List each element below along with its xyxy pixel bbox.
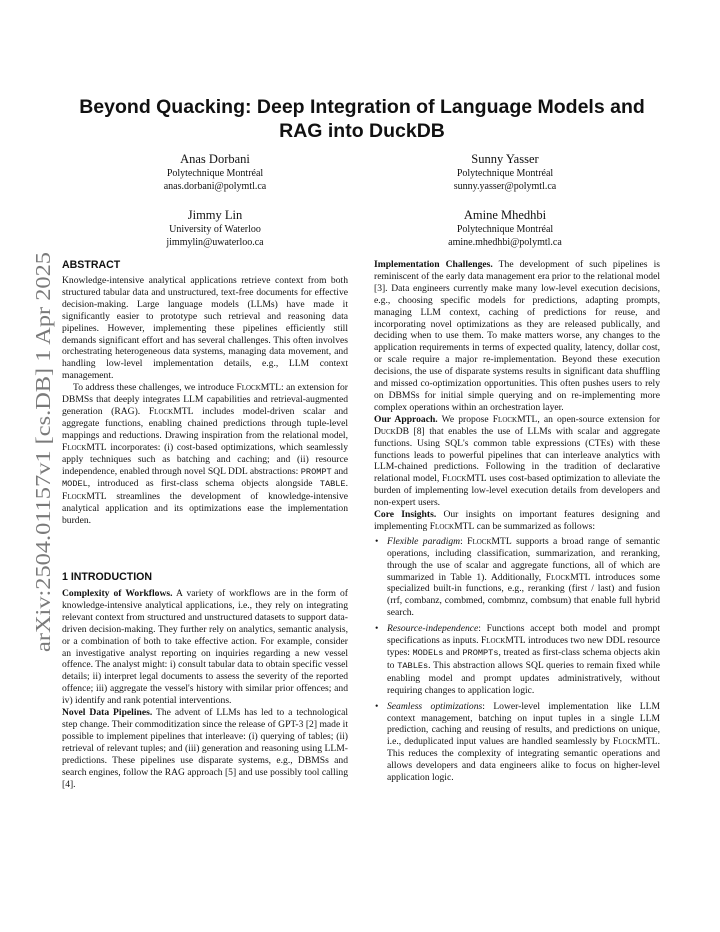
left-column <box>62 259 348 790</box>
author-affiliation: Polytechnique Montréal <box>166 168 264 179</box>
author-affiliation: Polytechnique Montréal <box>456 168 554 179</box>
author-affiliation: Polytechnique Montréal <box>456 224 554 235</box>
abstract-heading: ABSTRACT <box>62 259 121 271</box>
author-block <box>405 207 605 249</box>
author-email: amine.mhedhbi@polymtl.ca <box>448 237 562 248</box>
body-paragraph: Our Approach. We propose FlockMTL, an open-source extension for DuckDB [8] that enables the use of LLMs with scalar and aggregate functions. Using SQL's common table expressions (CTEs) with these functions leads to powerful pipelines that can interleave analytics with LLM-chained predictions. Following in the tradition of declarative relational model, FlockMTL uses cost-based optimization to alleviate the burden of implementing low-level execution details from developers and non-expert users. <box>374 413 660 509</box>
section-heading: 1 INTRODUCTION <box>62 571 153 584</box>
author-email: jimmylin@uwaterloo.ca <box>166 237 264 248</box>
abstract-paragraph: To address these challenges, we introduce FlockMTL: an extension for DBMSs that deeply integrates LLM capabilities and retrieval-augmented generation (RAG). FlockMTL includes model-driven scalar and aggregate functions, enabling chained predictions through tuple-level mappings and reductions. Drawing inspiration from the relational model, FlockMTL incorporates: (i) cost-based optimizations, which seamlessly apply techniques such as batching and caching; and (ii) resource independence, enabled through novel SQL DDL abstractions: PROMPT and MODEL, introduced as first-class schema objects alongside TABLE. FlockMTL streamlines the development of knowledge-intensive analytical application and its optimizations ease the implementation burden. <box>62 382 349 527</box>
intro-paragraph: Novel Data Pipelines. The advent of LLMs has led to a technological step change. Their commoditization since the release of GPT-3 [2] made it possible to implement pipelines that interleave: (i) querying of tables; (ii) retrieval of relevant tuples; and (iii) generation and reasoning using LLM-predictions. These pipelines use disparate systems, e.g., DBMSs and search engines, follow the RAG approach [5] and use possibly tool calling [4]. <box>62 707 348 790</box>
author-affiliation: University of Waterloo <box>169 224 261 235</box>
abstract-paragraph: Knowledge-intensive analytical applications retrieve context from both structured tabular data and unstructured, text-free documents for effective decision-making. Large language models (LLMs) have made it significantly easier to prototype such retrieval and reasoning data pipelines. However, implementing these pipelines efficiently still demands significant effort and has several challenges. This often involves orchestrating heterogeneous data systems, managing data movement, and handling low-level implementation details, e.g., LLM context management. <box>62 275 348 382</box>
list-item: • Flexible paradigm: FlockMTL supports a broad range of semantic operations, including classification, summarization, and reranking, through the use of scalar and aggregate functions, all of which are summarized in Table 1). Additionally, FlockMTL introduces some specialized built-in functions, e.g., reranking (first / last) and fusion (rrf, combanz, combmed, combmnz, combsum) that enable full hybrid search. <box>374 536 660 619</box>
author-name: Anas Dorbani <box>180 152 250 166</box>
author-name: Jimmy Lin <box>187 208 243 222</box>
intro-paragraph: Complexity of Workflows. A variety of workflows are in the form of knowledge-intensive analytical applications, i.e., they rely on integrating relevant context from structured and unstructured datasets to support data-driven decision-making. They further rely on analytics, semantic analysis, or a combination of both to take effective action. For example, consider an investigative analyst reporting on inquiries regarding a new vessel offence. The analyst might: i) consult tabular data to obtain specific vessel details; ii) interpret legal documents to assess the severity of the reported offence; iii) aggregate the vessel's history with similar prior offences; and iv) identify and rank potential interventions. <box>62 588 348 707</box>
insights-list <box>374 536 660 784</box>
right-column <box>374 259 660 788</box>
list-item: • Resource-independence: Functions accept both model and prompt specifications as inputs. FlockMTL introduces two new DDL resource types: MODELs and PROMPTs, treated as first-class schema objects akin to TABLEs. This abstraction allows SQL queries to remain fixed while enabling model and prompt updates administratively, without requiring changes to application logic. <box>374 623 660 696</box>
author-block <box>115 151 315 193</box>
author-name: Sunny Yasser <box>471 152 539 166</box>
author-name: Amine Mhedhbi <box>463 208 547 222</box>
body-paragraph: Implementation Challenges. The development of such pipelines is reminiscent of the early data management era prior to the relational model [3]. Data engineers currently make many low-level execution decisions, e.g., choosing specific models for predictions, adapting prompts, managing LLM context, caching of predictions for reuse, and incorporating novel optimizations as they are released publically, and deciding when to use them. To make matters worse, any changes to the application requirements in terms of expected quality, latency, dollar cost, or scale require a major re-implementation. Beyond these execution decisions, the use of disparate systems results in significant data shuffling and missed co-optimization opportunities. This often pushes users to rely on DBMSs for initial simple querying and on re-implementing more complex operations within an orchestration layer. <box>374 259 660 413</box>
author-block <box>115 207 315 249</box>
arxiv-identifier <box>22 252 62 652</box>
body-paragraph: Core Insights. Our insights on important features designing and implementing FlockMTL can be summarized as follows: <box>374 509 660 532</box>
list-item: • Seamless optimizations: Lower-level implementation like LLM context management, batching on input tuples in a single LLM prediction, caching and reusing of results, and predictions on unique, i.e., deduplicated input values are handled seamlessly by FlockMTL. This reduces the complexity of integrating semantic operations and allows developers and data engineers alike to focus on higher-level application logic. <box>374 701 660 784</box>
author-email: sunny.yasser@polymtl.ca <box>453 181 557 192</box>
arxiv-identifier-text: arXiv:2504.01157v1 [cs.DB] 1 Apr 2025 <box>31 299 55 652</box>
author-email: anas.dorbani@polymtl.ca <box>163 181 267 192</box>
author-block <box>405 151 605 193</box>
paper-title: Beyond Quacking: Deep Integration of Language Models and RAG into DuckDB <box>79 96 645 142</box>
